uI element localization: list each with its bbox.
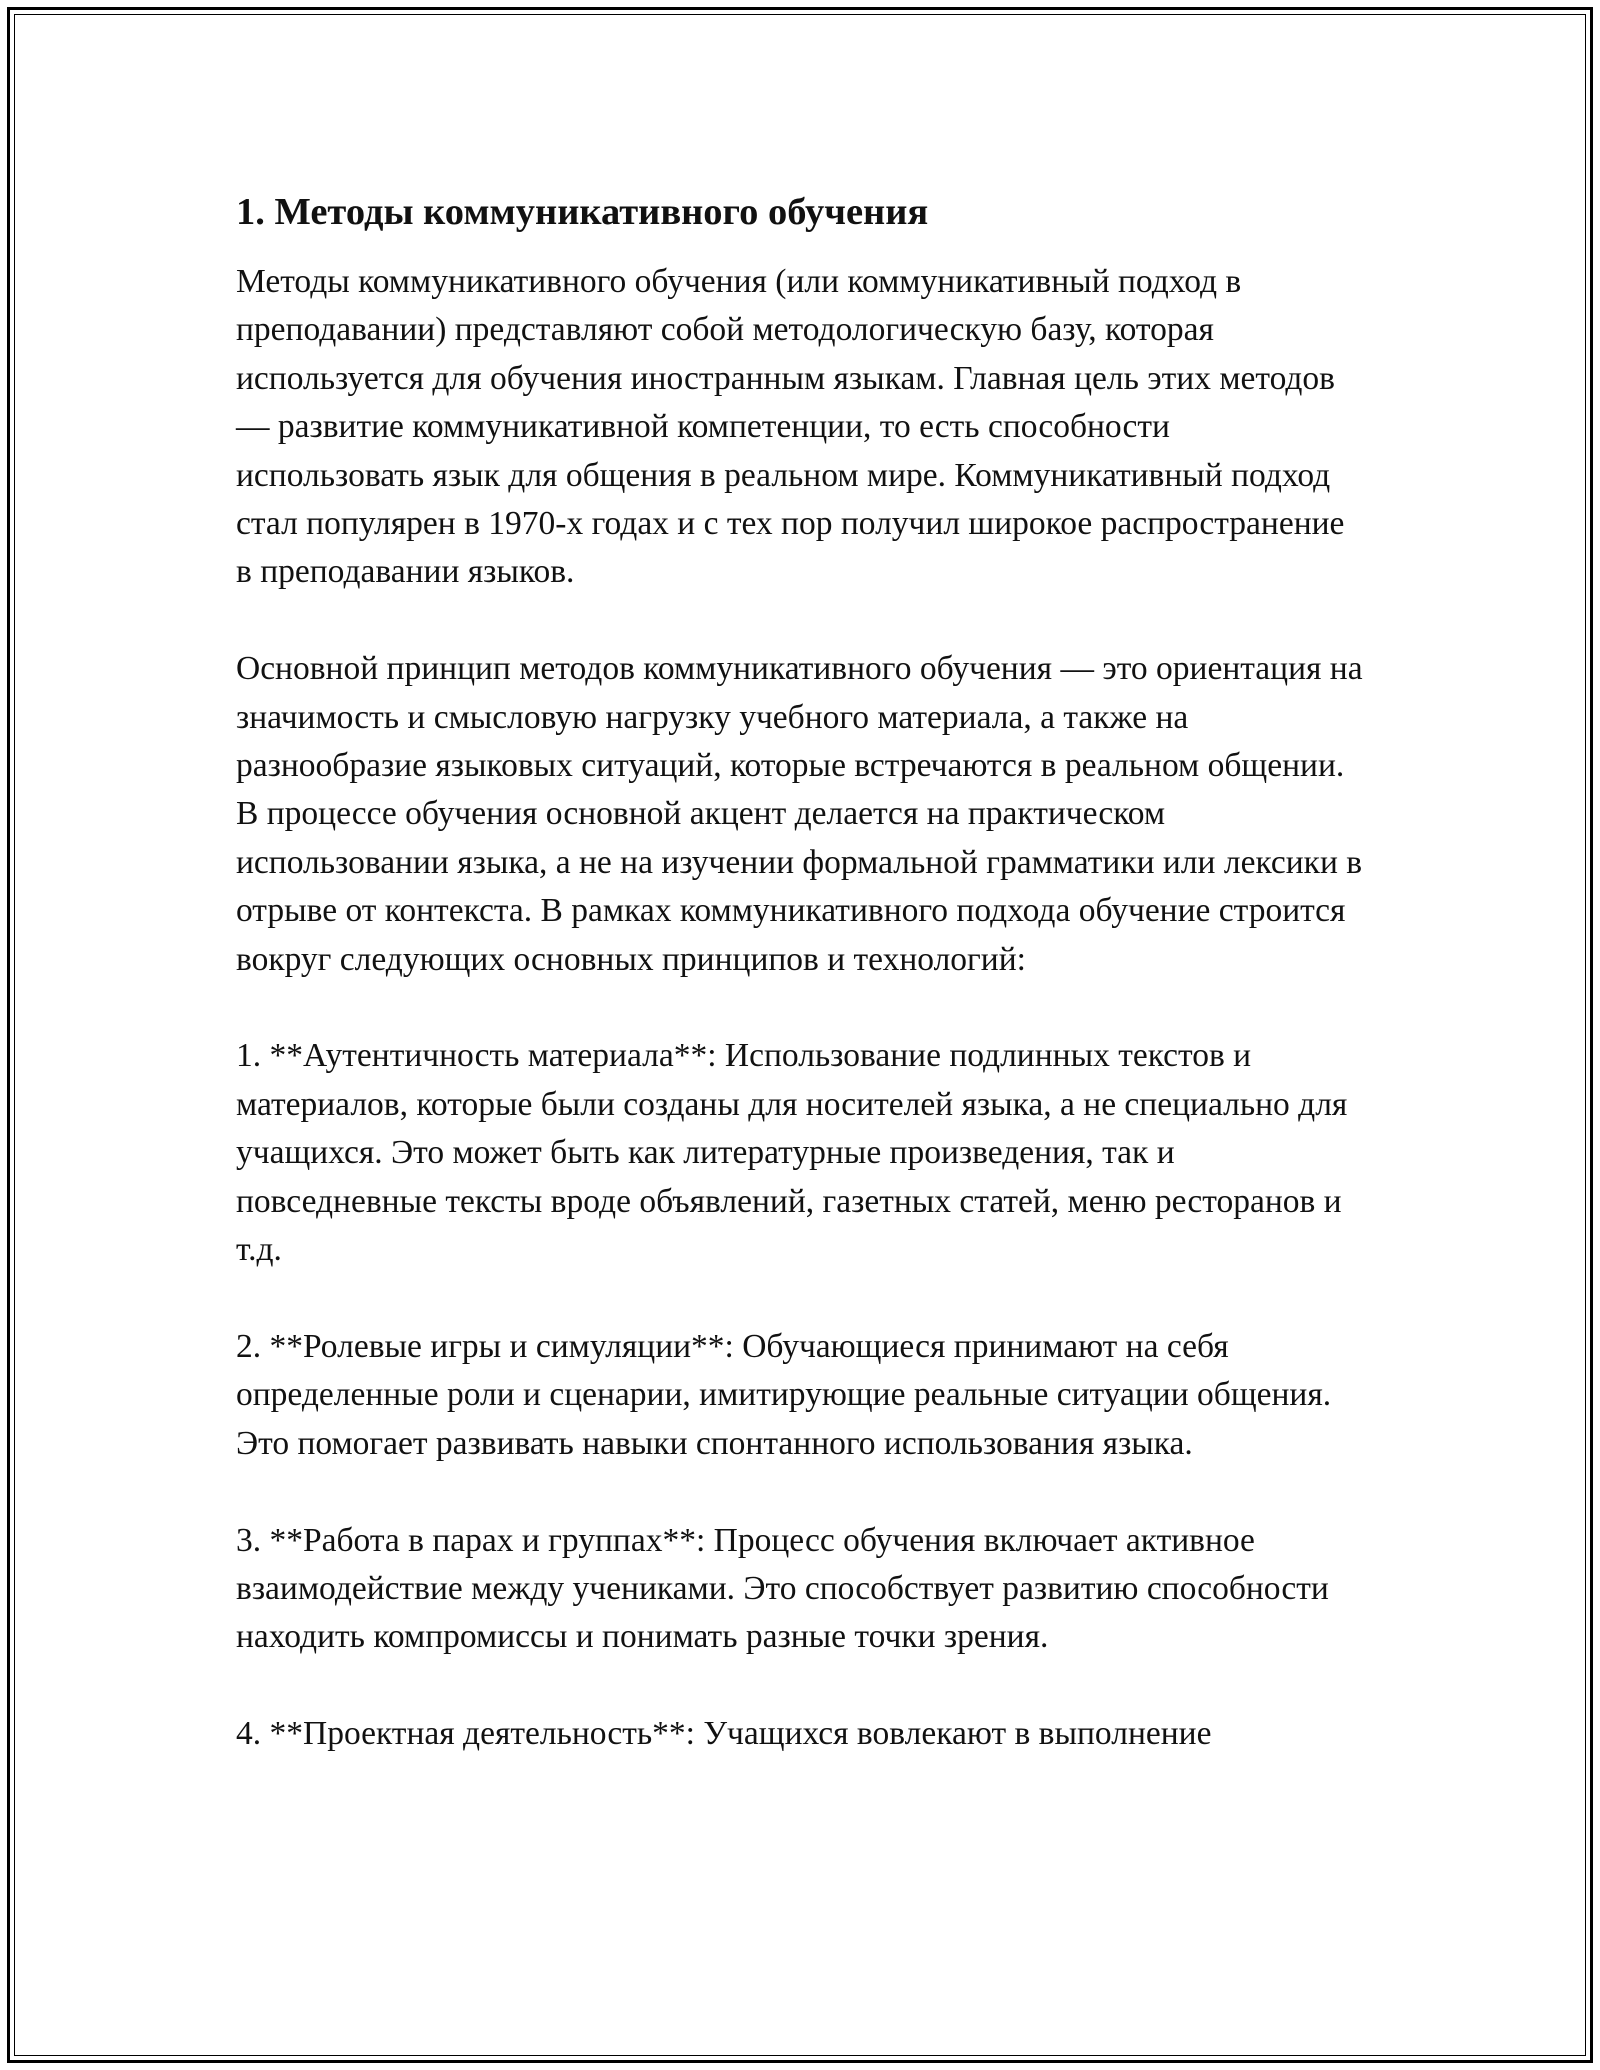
section-heading: 1. Методы коммуникативного обучения: [236, 191, 929, 233]
document-body: [236, 184, 1366, 1807]
list-item-project-work: 4. **Проектная деятельность**: Учащихся вовлекают в выполнение: [236, 1715, 1212, 1753]
list-item-authenticity: 1. **Аутентичность материала**: Использование подлинных текстов и материалов, которые были созданы для носителей языка, а не специально для учащихся. Это может быть как литературные произведения, так и повседневные тексты вроде объявлений, газетных статей, меню ресторанов и т.д.: [236, 1037, 1348, 1269]
list-item-pair-group-work: 3. **Работа в парах и группах**: Процесс обучения включает активное взаимодействие между учениками. Это способствует развитию способности находить компромиссы и понимать разные точки зрения.: [236, 1521, 1329, 1656]
paragraph-principle: Основной принцип методов коммуникативного обучения — это ориентация на значимость и смысловую нагрузку учебного материала, а также на разнообразие языковых ситуаций, которые встречаются в реальном общении. В процессе обучения основной акцент делается на практическом использовании языка, а не на изучении формальной грамматики или лексики в отрыве от контекста. В рамках коммуникативного подхода обучение строится вокруг следующих основных принципов и технологий:: [236, 650, 1363, 978]
list-item-role-play: 2. **Ролевые игры и симуляции**: Обучающиеся принимают на себя определенные роли и сценарии, имитирующие реальные ситуации общения. Это помогает развивать навыки спонтанного использования языка.: [236, 1327, 1332, 1462]
paragraph-intro: Методы коммуникативного обучения (или коммуникативный подход в преподавании) представляют собой методологическую базу, которая используется для обучения иностранным языкам. Главная цель этих методов — развитие коммуникативной компетенции, то есть способности использовать язык для общения в реальном мире. Коммуникативный подход стал популярен в 1970-х годах и с тех пор получил широкое распространение в преподавании языков.: [236, 263, 1345, 591]
